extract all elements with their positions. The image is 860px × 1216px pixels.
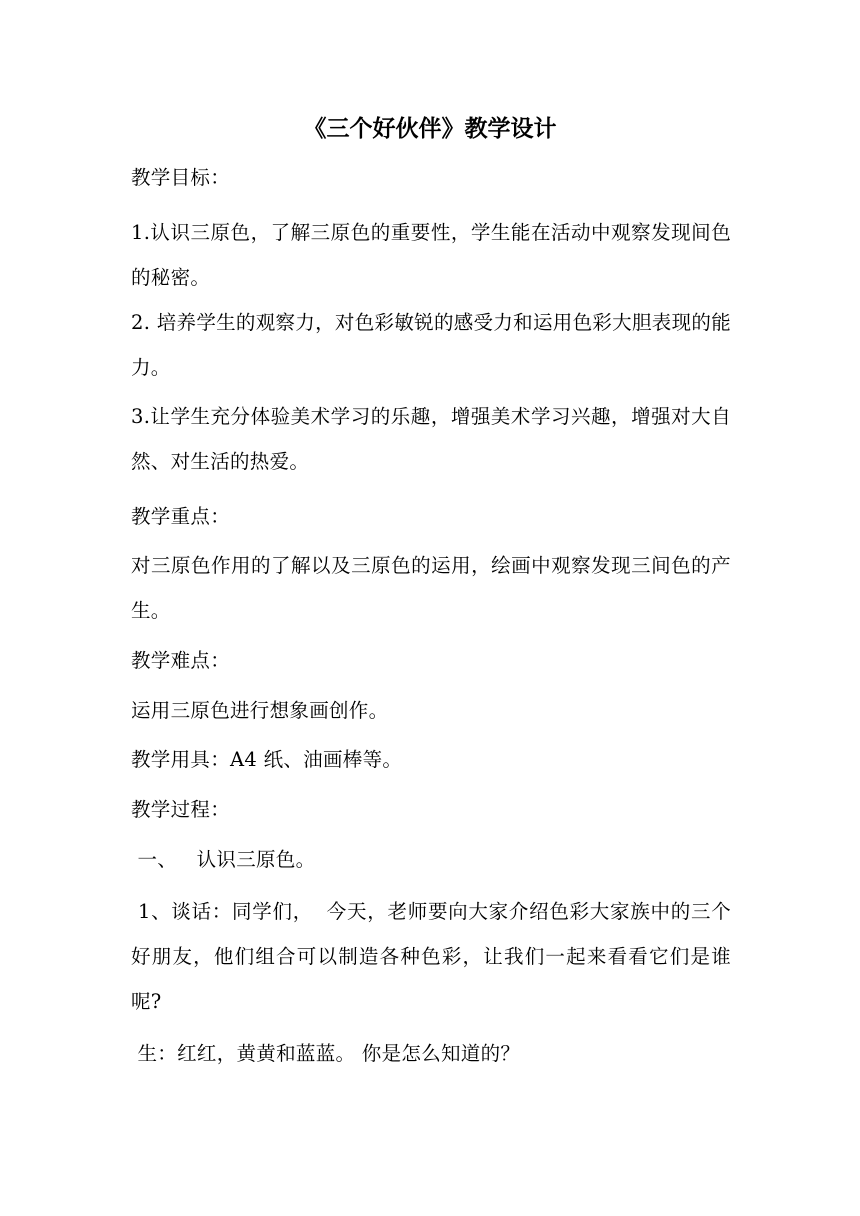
heading-teaching-process: 教学过程： xyxy=(131,798,231,821)
heading-teaching-goals: 教学目标： xyxy=(131,166,231,189)
process-section-1-heading: 一、 认识三原色。 xyxy=(131,848,316,871)
teaching-tools-text: 教学用具：A4 纸、油画棒等。 xyxy=(131,748,403,771)
heading-key-points: 教学重点： xyxy=(131,505,231,528)
goal-item-2: 2. 培养学生的观察力，对色彩敏锐的感受力和运用色彩大胆表现的能力。 xyxy=(131,311,731,379)
difficulties-text: 运用三原色进行想象画创作。 xyxy=(131,699,389,722)
goal-item-3: 3.让学生充分体验美术学习的乐趣，增强美术学习兴趣，增强对大自然、对生活的热爱。 xyxy=(131,405,731,473)
heading-difficulties: 教学难点： xyxy=(131,649,231,672)
document-title: 《三个好伙伴》教学设计 xyxy=(303,115,557,142)
goal-item-1: 1.认识三原色，了解三原色的重要性，学生能在活动中观察发现间色的秘密。 xyxy=(131,221,731,289)
process-dialogue-1: 1、谈话：同学们， 今天，老师要向大家介绍色彩大家族中的三个好朋友，他们组合可以制造各种色彩，让我们一起来看看它们是谁呢? xyxy=(131,900,731,1013)
key-points-text: 对三原色作用的了解以及三原色的运用，绘画中观察发现三间色的产生。 xyxy=(131,554,731,622)
process-dialogue-2: 生：红红，黄黄和蓝蓝。 你是怎么知道的？ xyxy=(131,1042,521,1065)
